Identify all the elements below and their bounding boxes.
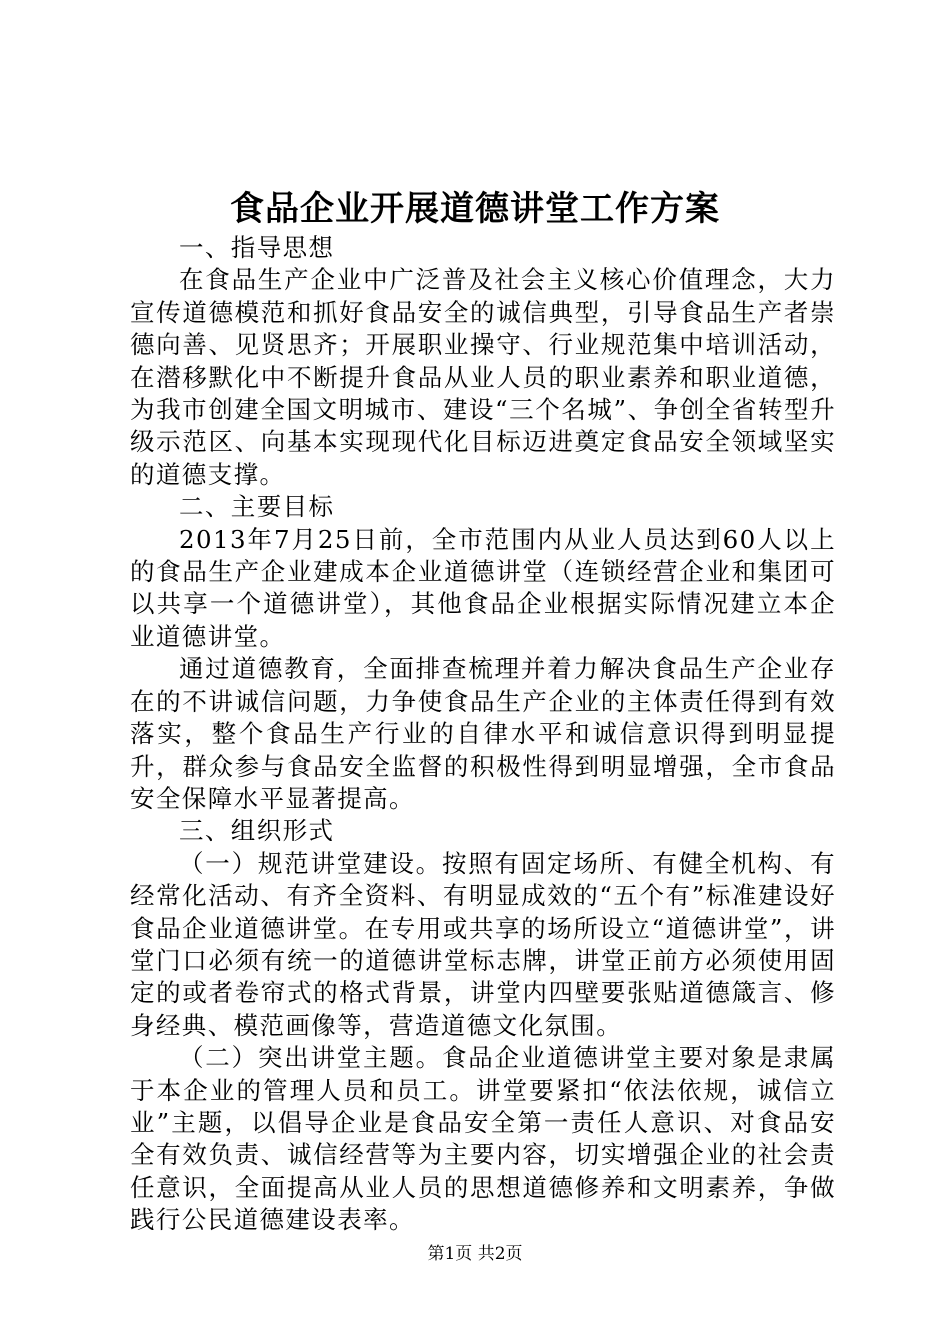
section-heading-organization-form: 三、组织形式 bbox=[179, 816, 335, 846]
paragraph: 在食品生产企业中广泛普及社会主义核心价值理念，大力宣传道德模范和抓好食品安全的诚信典型，引导食品生产者崇德向善、见贤思齐；开展职业操守、行业规范集中培训活动，在潜移默化中不断提升食品从业人员的职业素养和职业道德，为我市创建全国文明城市、建设“三个名城”、争创全省转型升级示范区、向基本实现现代化目标迈进奠定食品安全领域坚实的道德支撑。 bbox=[130, 265, 836, 489]
paragraph: （二）突出讲堂主题。食品企业道德讲堂主要对象是隶属于本企业的管理人员和员工。讲堂要紧扣“依法依规，诚信立业”主题，以倡导企业是食品安全第一责任人意识、对食品安全有效负责、诚信经营等为主要内容，切实增强企业的社会责任意识，全面提高从业人员的思想道德修养和文明素养，争做践行公民道德建设表率。 bbox=[130, 1043, 836, 1235]
paragraph: （一）规范讲堂建设。按照有固定场所、有健全机构、有经常化活动、有齐全资料、有明显成效的“五个有”标准建设好食品企业道德讲堂。在专用或共享的场所设立“道德讲堂”，讲堂门口必须有统一的道德讲堂标志牌，讲堂正前方必须使用固定的或者卷帘式的格式背景，讲堂内四壁要张贴道德箴言、修身经典、模范画像等，营造道德文化氛围。 bbox=[130, 848, 836, 1040]
document-title: 食品企业开展道德讲堂工作方案 bbox=[230, 189, 720, 229]
section-heading-guiding-ideology: 一、指导思想 bbox=[179, 233, 335, 262]
paragraph: 通过道德教育，全面排查梳理并着力解决食品生产企业存在的不讲诚信问题，力争使食品生产企业的主体责任得到有效落实，整个食品生产行业的自律水平和诚信意识得到明显提升，群众参与食品安全监督的积极性得到明显增强，全市食品安全保障水平显著提高。 bbox=[130, 654, 836, 813]
section-heading-main-goals: 二、主要目标 bbox=[179, 492, 335, 522]
document-body bbox=[130, 232, 836, 1237]
paragraph: 2013年7月25日前，全市范围内从业人员达到60人以上的食品生产企业建成本企业道德讲堂（连锁经营企业和集团可以共享一个道德讲堂），其他食品企业根据实际情况建立本企业道德讲堂。 bbox=[130, 524, 836, 651]
page-number-footer: 第1页 共2页 bbox=[427, 1244, 523, 1264]
